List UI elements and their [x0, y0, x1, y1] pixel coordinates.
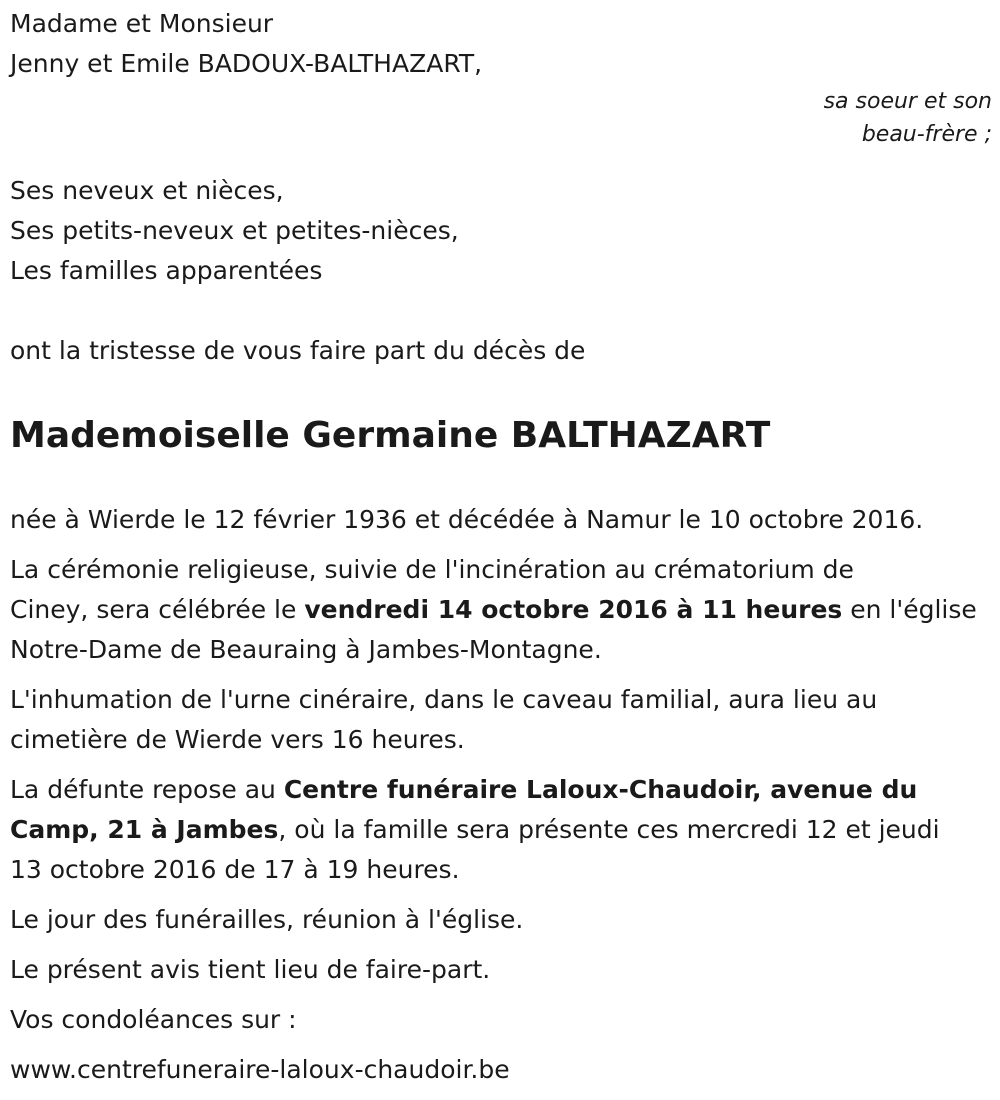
repose-line-1-pre: La défunte repose au — [10, 775, 284, 804]
repose-line-3: 13 octobre 2016 de 17 à 19 heures. — [10, 855, 460, 884]
condolences-label — [10, 1000, 992, 1040]
relation-block — [10, 85, 992, 151]
repose-line-2-post: , où la famille sera présente ces mercredi 12 et jeudi — [278, 815, 940, 844]
repose-line-2 — [10, 810, 992, 850]
notice-line: Le présent avis tient lieu de faire-part. — [10, 955, 491, 984]
deceased-name: Mademoiselle Germaine BALTHAZART — [10, 415, 771, 456]
family-line-3: Les familles apparentées — [10, 256, 323, 285]
ceremony-line-2-post: en l'église — [842, 595, 977, 624]
ceremony-paragraph — [10, 550, 992, 670]
website-link[interactable]: www.centrefuneraire-laloux-chaudoir.be — [10, 1055, 510, 1084]
family-line-2: Ses petits-neveux et petites-nièces, — [10, 216, 459, 245]
ceremony-line-1: La cérémonie religieuse, suivie de l'incinération au crématorium de — [10, 555, 854, 584]
burial-line-1: L'inhumation de l'urne cinéraire, dans le caveau familial, aura lieu au — [10, 685, 878, 714]
burial-line-2: cimetière de Wierde vers 16 heures. — [10, 725, 465, 754]
funeral-day-text — [10, 900, 992, 940]
relation-line-1: sa soeur et son — [823, 89, 992, 114]
funeral-day-line: Le jour des funérailles, réunion à l'église. — [10, 905, 524, 934]
birth-death-line: née à Wierde le 12 février 1936 et décédée à Namur le 10 octobre 2016. — [10, 505, 924, 534]
obituary-notice — [10, 4, 992, 1100]
ceremony-line-2 — [10, 590, 992, 630]
condolences-label-line: Vos condoléances sur : — [10, 1005, 297, 1034]
repose-paragraph — [10, 770, 992, 890]
repose-place-part-2: Camp, 21 à Jambes — [10, 815, 279, 844]
birth-death-text — [10, 500, 992, 540]
announcement-text: ont la tristesse de vous faire part du décès de — [10, 336, 586, 365]
relation-line-2: beau-frère ; — [861, 122, 992, 147]
website-text — [10, 1050, 992, 1090]
repose-place-part-1: Centre funéraire Laloux-Chaudoir, avenue du — [283, 775, 918, 804]
repose-line-1 — [10, 770, 992, 810]
family-line-1: Ses neveux et nièces, — [10, 176, 284, 205]
header-line-1: Madame et Monsieur — [10, 9, 274, 38]
ceremony-line-3: Notre-Dame de Beauraing à Jambes-Montagne. — [10, 635, 602, 664]
burial-paragraph — [10, 680, 992, 760]
header-line-2: Jenny et Emile BADOUX-BALTHAZART, — [10, 49, 483, 78]
ceremony-line-2-pre: Ciney, sera célébrée le — [10, 595, 305, 624]
notice-text — [10, 950, 992, 990]
ceremony-datetime: vendredi 14 octobre 2016 à 11 heures — [304, 595, 843, 624]
